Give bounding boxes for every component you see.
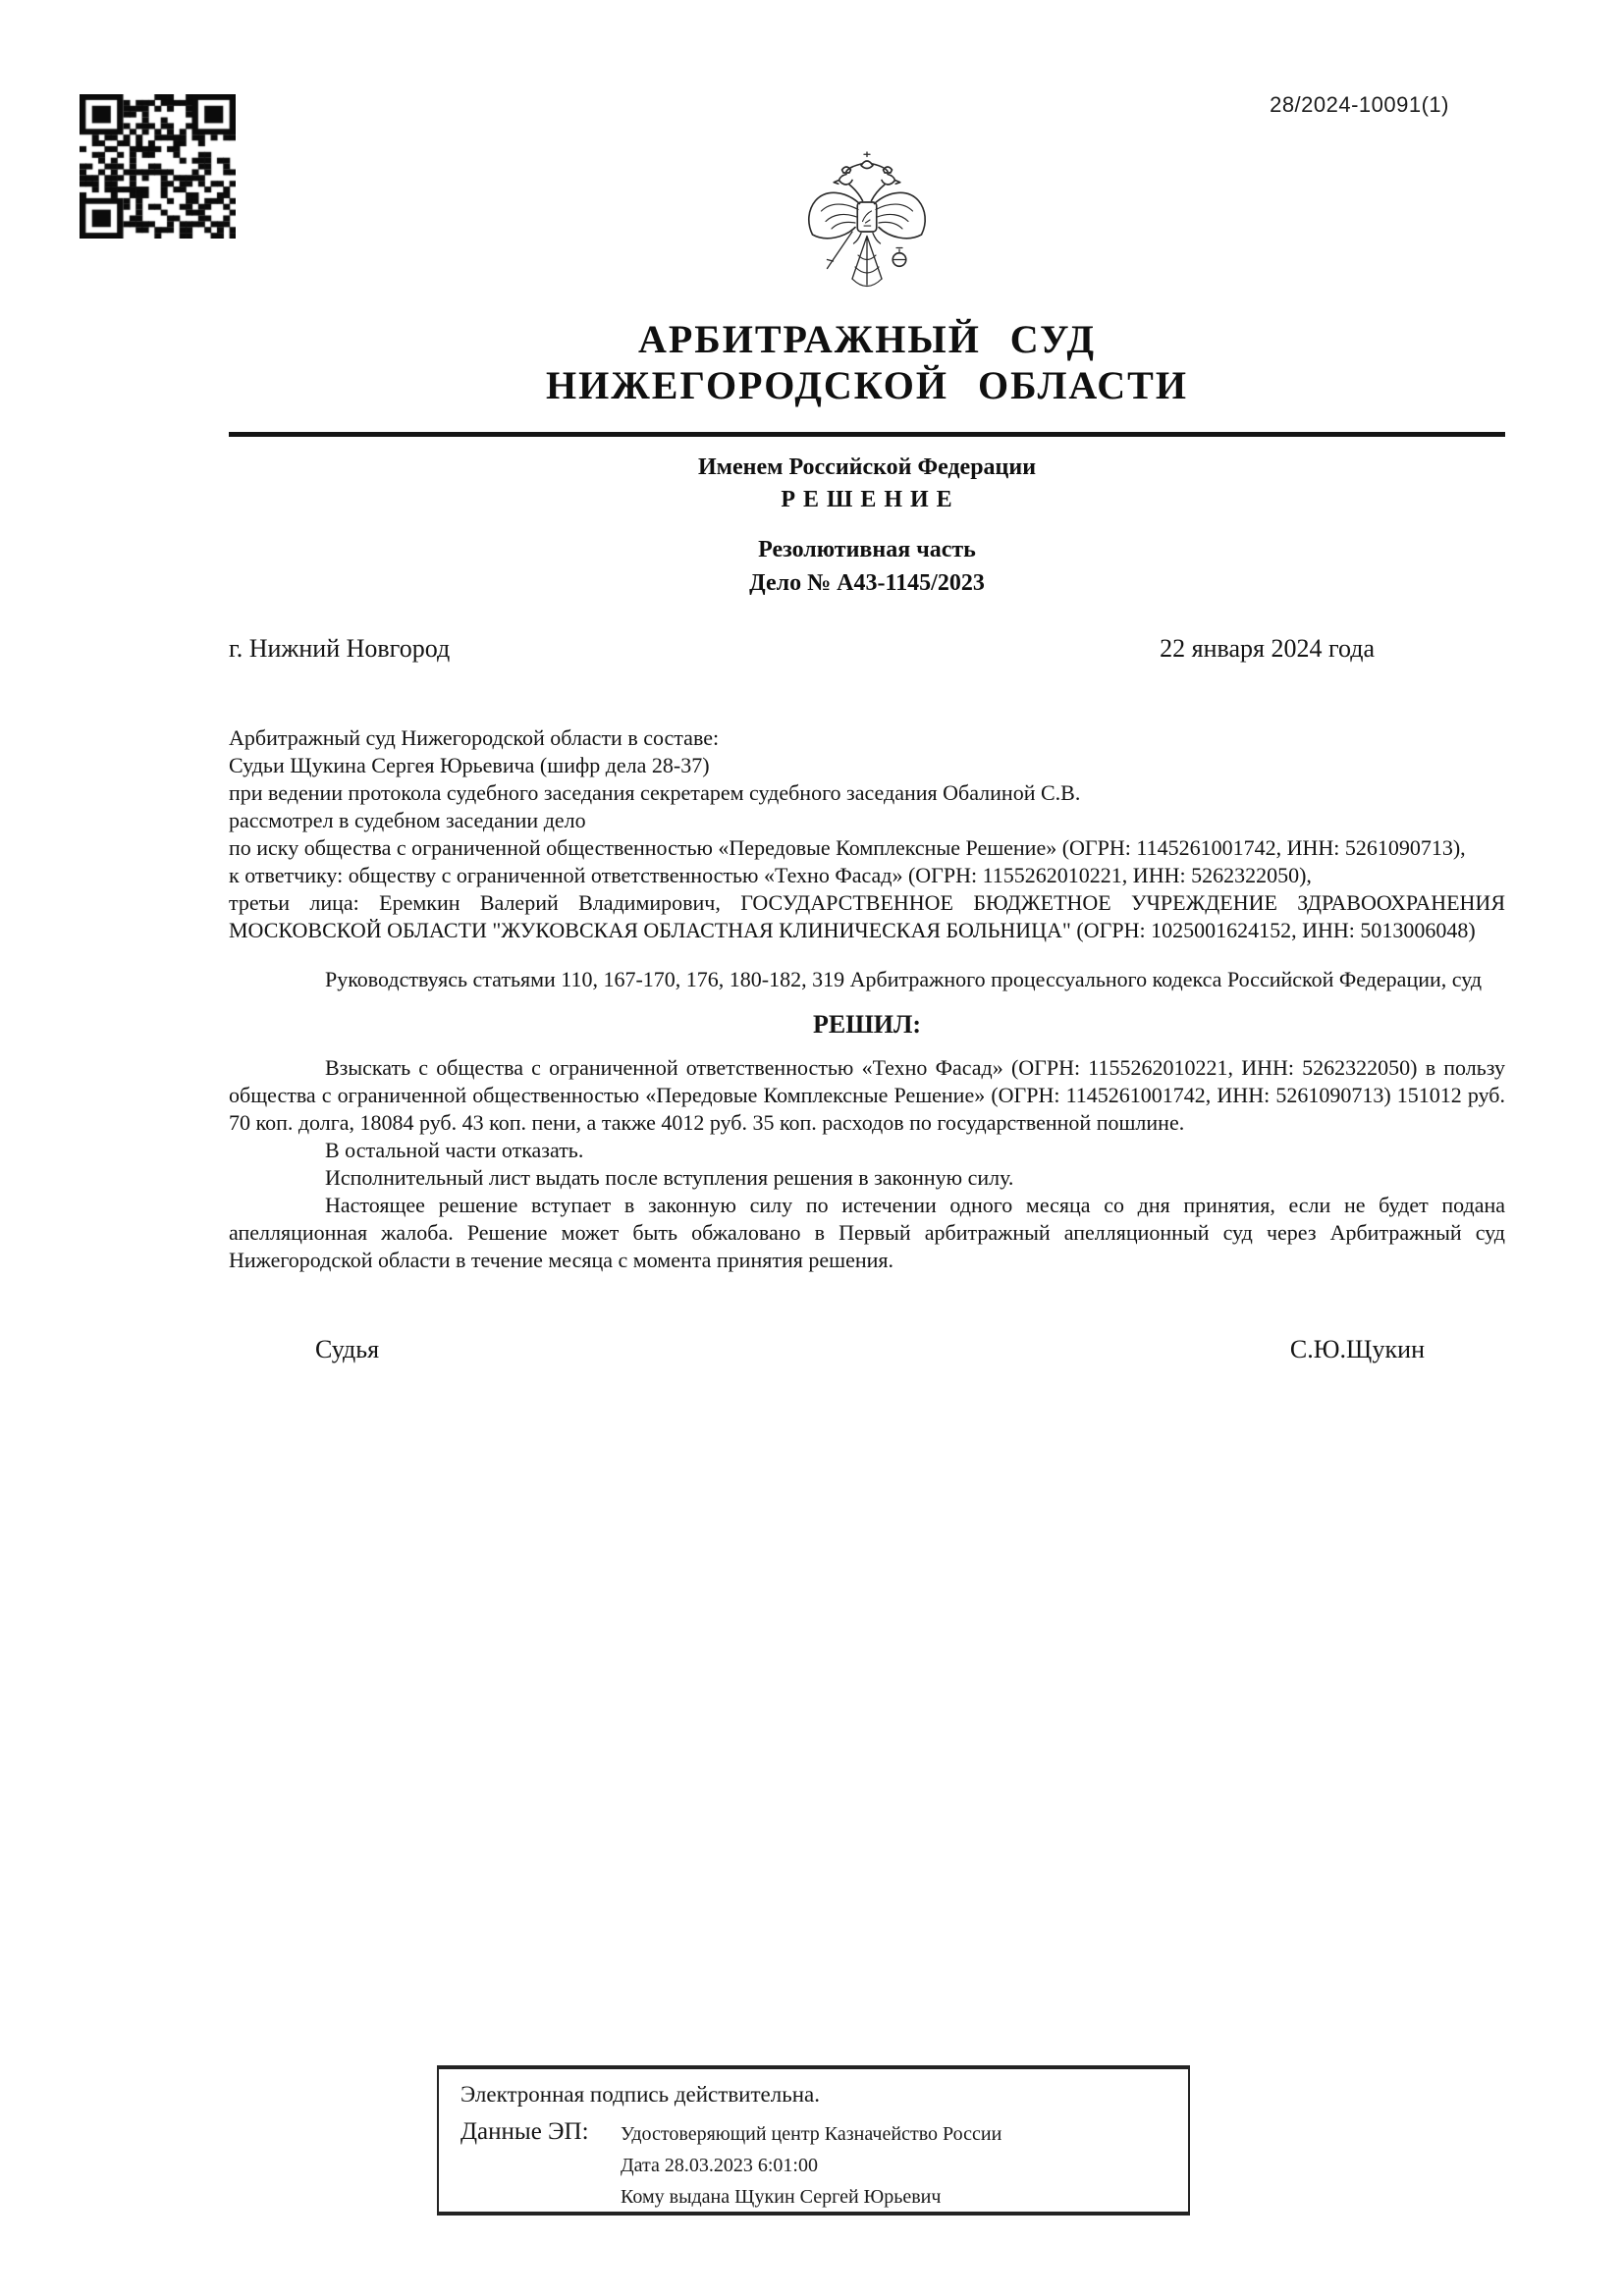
- judge-label: Судья: [315, 1335, 380, 1363]
- decision-text: [229, 724, 1505, 1274]
- esign-issued-to: Кому выдана Щукин Сергей Юрьевич: [621, 2186, 942, 2208]
- intro-line: при ведении протокола судебного заседания секретарем судебного заседания Обалиной С.В.: [229, 780, 1081, 805]
- court-name-line2: НИЖЕГОРОДСКОЙ ОБЛАСТИ: [546, 363, 1188, 407]
- header-divider: [229, 432, 1505, 437]
- in-the-name-line: Именем Российской Федерации: [697, 454, 1037, 480]
- operative-part-label: Резолютивная часть: [758, 537, 976, 562]
- esign-date: Дата 28.03.2023 6:01:00: [621, 2155, 818, 2176]
- esign-data-label: Данные ЭП:: [460, 2118, 589, 2145]
- city-label: г. Нижний Новгород: [229, 634, 451, 663]
- court-name-line1: АРБИТРАЖНЫЙ СУД: [637, 317, 1096, 361]
- intro-line: Арбитражный суд Нижегородской области в составе:: [229, 725, 720, 750]
- decision-title: Р Е Ш Е Н И Е: [781, 487, 953, 512]
- decision-paragraph: В остальной части отказать.: [325, 1138, 584, 1162]
- document-body: [229, 0, 1505, 1364]
- judge-name: С.Ю.Щукин: [1289, 1335, 1425, 1363]
- decision-paragraph: Взыскать с общества с ограниченной ответственностью «Техно Фасад» (ОГРН: 1155262010221, ИНН: 5262322050) в пользу общества с ограниченной общественностью «Передовые Комплексные Решение» (ОГРН: 1145261001742, ИНН: 5261090713) 151012 руб. 70 коп. долга, 18084 руб. 43 коп. пени, а также 4012 руб. 35 коп. расходов по государственной пошлине.: [229, 1055, 1505, 1135]
- esign-certifier: Удостоверяющий центр Казначейство России: [621, 2123, 1002, 2145]
- judge-signature-row: [229, 1335, 1505, 1364]
- decision-date: 22 января 2024 года: [1160, 634, 1375, 663]
- ruling-intro: Руководствуясь статьями 110, 167-170, 176, 180-182, 319 Арбитражного процессуального кодекса Российской Федерации, суд: [325, 967, 1483, 991]
- reshil-heading: РЕШИЛ:: [812, 1010, 922, 1039]
- third-parties-line: третьи лица: Еремкин Валерий Владимирович, ГОСУДАРСТВЕННОЕ БЮДЖЕТНОЕ УЧРЕЖДЕНИЕ ЗДРАВООХРАНЕНИЯ МОСКОВСКОЙ ОБЛАСТИ "ЖУКОВСКАЯ ОБЛАСТНАЯ КЛИНИЧЕСКАЯ БОЛЬНИЦА" (ОГРН: 1025001624152, ИНН: 5013006048): [229, 890, 1505, 942]
- esign-valid-text: Электронная подпись действительна.: [460, 2082, 820, 2107]
- city-date-row: [229, 634, 1505, 664]
- electronic-signature-stamp: [437, 2065, 1190, 2216]
- decision-paragraph: Исполнительный лист выдать после вступления решения в законную силу.: [325, 1165, 1014, 1190]
- document-number: 28/2024-10091(1): [1270, 92, 1449, 117]
- plaintiff-line: по иску общества с ограниченной общественностью «Передовые Комплексные Решение» (ОГРН: 1145261001742, ИНН: 5261090713),: [229, 835, 1466, 860]
- qr-code-icon: [80, 94, 236, 239]
- esign-details: [621, 2118, 1001, 2213]
- defendant-line: к ответчику: обществу с ограниченной ответственностью «Техно Фасад» (ОГРН: 1155262010221, ИНН: 5262322050),: [229, 863, 1312, 887]
- intro-line: рассмотрел в судебном заседании дело: [229, 808, 586, 832]
- case-number: Дело № А43-1145/2023: [749, 570, 985, 596]
- intro-line: Судьи Щукина Сергея Юрьевича (шифр дела 28-37): [229, 753, 710, 777]
- decision-paragraph: Настоящее решение вступает в законную силу по истечении одного месяца со дня принятия, если не будет подана апелляционная жалоба. Решение может быть обжаловано в Первый арбитражный апелляционный суд через Арбитражный суд Нижегородской области в течение месяца с момента принятия решения.: [229, 1193, 1505, 1272]
- coat-of-arms-icon: [793, 149, 941, 296]
